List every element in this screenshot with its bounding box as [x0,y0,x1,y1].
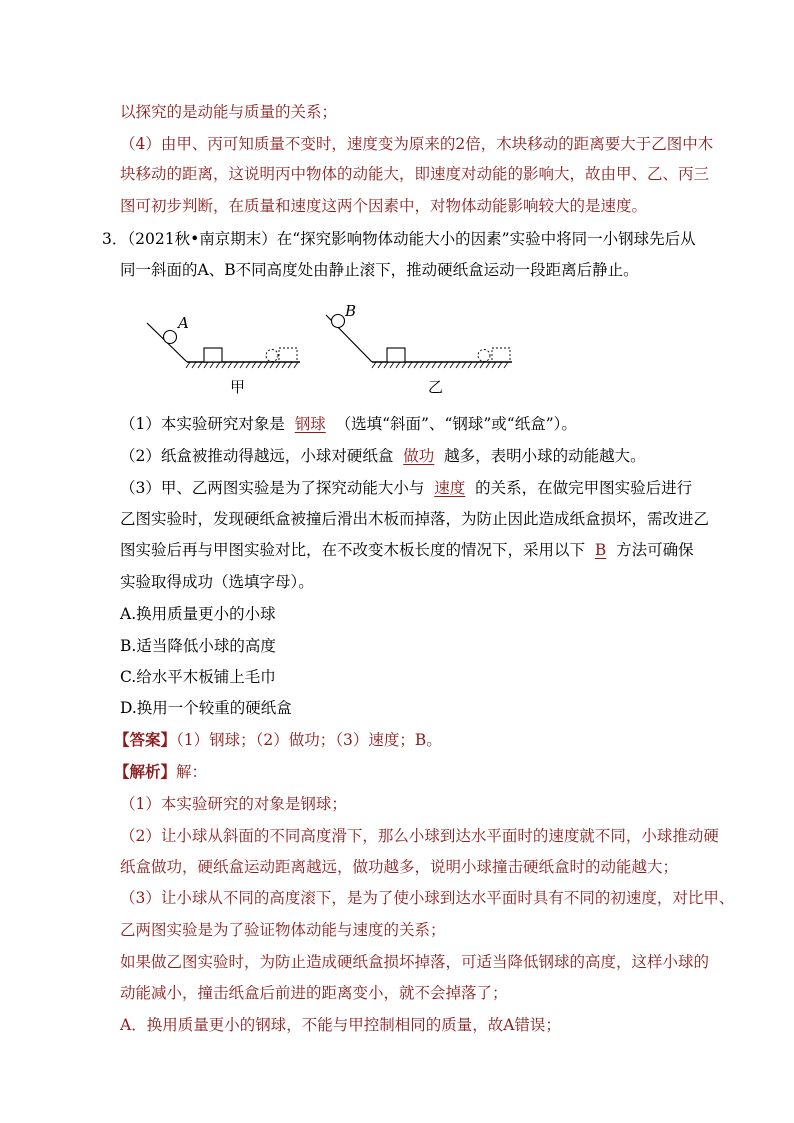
figure-right-yi [326,302,512,396]
answer-label: 【答案】 [114,730,177,749]
ball-a [164,331,177,344]
prev-solution-p4-line-3: 图可初步判断，在质量和速度这两个因素中，对物体动能影响较大的是速度。 [120,197,648,215]
option-c: C.给水平木板铺上毛巾 [120,668,276,686]
paper-box-left [204,348,222,362]
option-b: B.适当降低小球的高度 [120,637,276,655]
analysis-step-4-line-2: 动能减小，撞击纸盒后前进的距离变小，就不会掉落了； [120,984,508,1002]
question-part-3-line-1: （3）甲、乙两图实验是为了探究动能大小与 速度 的关系，在做完甲图实验后进行 [120,479,693,497]
analysis-step-1: （1）本实验研究的对象是钢球； [120,795,347,813]
prev-solution-p4-line-2: 块移动的距离，这说明丙中物体的动能大，即速度对动能的影响大，故由甲、乙、丙三 [120,165,710,183]
prev-solution-line-1: 以探究的是动能与质量的关系； [120,103,338,121]
question-part-3-line-4: 实验取得成功（选填字母）。 [120,573,314,591]
option-d: D.换用一个较重的硬纸盒 [120,699,292,717]
answer-blank-4: B [594,541,607,559]
analysis-step-4-line-1: 如果做乙图实验时，为防止造成硬纸盒损坏掉落，可适当降低钢球的高度，这样小球的 [120,953,710,971]
caption-right: 乙 [428,378,444,396]
ball-dashed-left [266,350,278,362]
analysis-heading: 【解析】解： [114,762,208,781]
ground-hatch-right [372,362,508,368]
caption-left: 甲 [230,378,246,396]
box-dashed-right [492,348,510,362]
paper-box-right [387,348,405,362]
experiment-figure [140,300,520,400]
answer-line: 【答案】（1）钢球；（2）做功；（3）速度；B。 [114,730,442,749]
prev-solution-p4-line-1: （4）由甲、丙可知质量不变时，速度变为原来的2倍，木块移动的距离要大于乙图中木 [120,135,714,153]
question-number: 3． [102,230,128,248]
analysis-step-2-line-1: （2）让小球从斜面的不同高度滑下，那么小球到达水平面时的速度就不同，小球推动硬 [120,827,719,845]
analysis-option-a: A．换用质量更小的钢球，不能与甲控制相同的质量，故A错误； [120,1016,561,1034]
question-part-3-line-3: 图实验后再与甲图实验对比，在不改变木板长度的情况下，采用以下 B 方法可确保 [120,541,694,559]
box-dashed-left [279,348,297,362]
analysis-step-3-line-1: （3）让小球从不同的高度滚下，是为了使小球到达水平面时具有不同的初速度，对比甲、 [120,889,735,907]
option-a: A.换用质量更小的小球 [120,605,276,623]
analysis-step-3-line-2: 乙两图实验是为了验证物体动能与速度的关系； [120,921,446,939]
answer-blank-1: 钢球 [294,415,326,433]
question-part-2: （2）纸盒被推动得越远，小球对硬纸盒 做功 越多，表明小球的动能越大。 [120,447,646,465]
question-3-line-1: 3．（2021秋•南京期末）在“探究影响物体动能大小的因素”实验中将同一小钢球先后从 [102,230,696,248]
ground-hatch-left [186,362,298,368]
ball-b [332,315,345,328]
answer-blank-2: 做功 [403,447,435,465]
analysis-label: 【解析】 [114,762,177,781]
question-part-1: （1）本实验研究对象是 钢球 （选填“斜面”、“钢球”或“纸盒”）。 [120,415,577,433]
label-a: A [178,314,189,332]
figure-left-jia [147,314,300,396]
question-part-3-line-2: 乙图实验时，发现硬纸盒被撞后滑出木板而掉落，为防止因此造成纸盒损坏，需改进乙 [120,510,710,528]
label-b: B [345,302,357,320]
answer-blank-3: 速度 [434,479,466,497]
analysis-step-2-line-2: 纸盒做功，硬纸盒运动距离越远，做功越多，说明小球撞击硬纸盒时的动能越大； [120,858,679,876]
ball-dashed-right [478,350,490,362]
question-3-line-2: 同一斜面的A、B不同高度处由静止滚下，推动硬纸盒运动一段距离后静止。 [120,261,639,279]
